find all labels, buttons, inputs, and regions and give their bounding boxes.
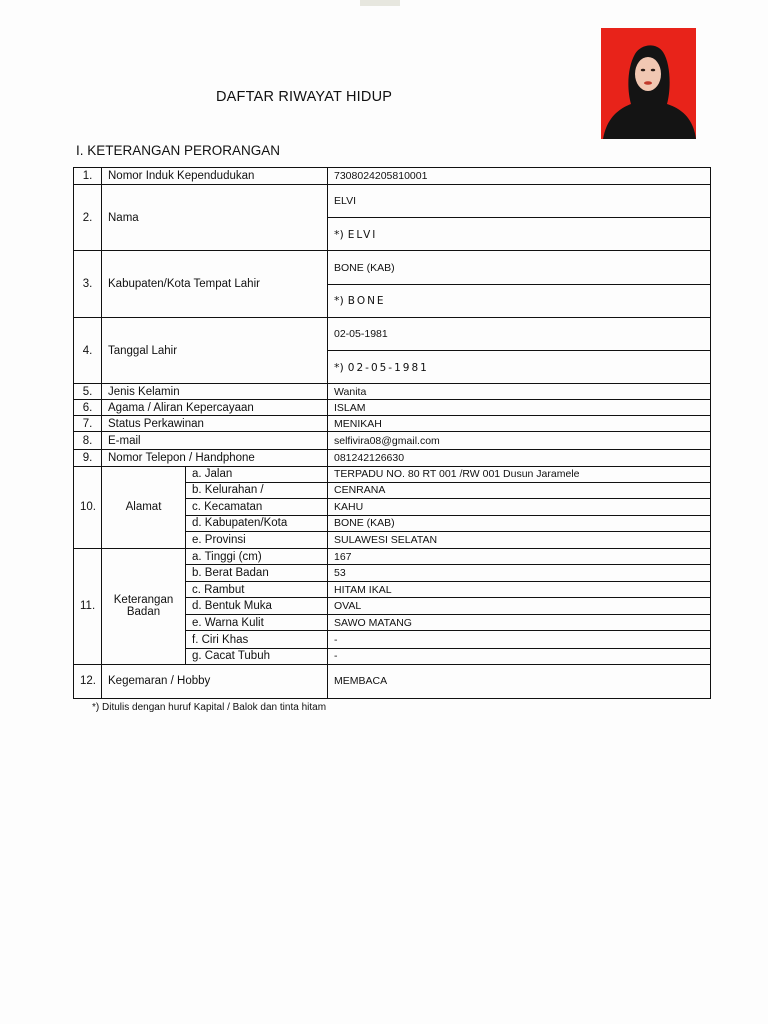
disability-value: -	[328, 648, 711, 664]
table-row	[74, 317, 711, 350]
document-title: DAFTAR RIWAYAT HIDUP	[216, 89, 393, 105]
row-number: 1.	[74, 168, 102, 185]
face-shape-value: OVAL	[328, 598, 711, 615]
sub-label: g. Cacat Tubuh	[186, 648, 328, 664]
row-number: 10.	[74, 466, 102, 548]
village-value: CENRANA	[328, 482, 711, 498]
handwritten-name	[328, 218, 711, 251]
handwritten-marker: *)	[334, 360, 344, 374]
field-label: Alamat	[102, 466, 186, 548]
handwritten-text: BONE	[347, 295, 386, 308]
row-number: 3.	[74, 251, 102, 317]
weight-value: 53	[328, 565, 711, 582]
height-value: 167	[328, 549, 711, 565]
field-label: E-mail	[102, 432, 328, 449]
row-number: 2.	[74, 185, 102, 251]
field-label: Jenis Kelamin	[102, 384, 328, 400]
row-number: 9.	[74, 449, 102, 466]
portrait-image	[601, 28, 696, 139]
name-value: ELVI	[328, 185, 711, 218]
sub-label: e. Provinsi	[186, 531, 328, 548]
phone-value: 081242126630	[328, 449, 711, 466]
table-row	[74, 400, 711, 416]
nik-value: 7308024205810001	[328, 168, 711, 185]
table-row	[74, 416, 711, 432]
sub-label: d. Bentuk Muka	[186, 598, 328, 615]
province-value: SULAWESI SELATAN	[328, 531, 711, 548]
handwritten-birthplace	[328, 284, 711, 317]
field-label: Nama	[102, 185, 328, 251]
field-label: Tanggal Lahir	[102, 317, 328, 383]
distinctive-marks-value: -	[328, 631, 711, 648]
field-label: Agama / Aliran Kepercayaan	[102, 400, 328, 416]
handwritten-text: ELVI	[347, 228, 378, 241]
sub-label: f. Ciri Khas	[186, 631, 328, 648]
field-label	[102, 549, 186, 665]
hair-value: HITAM IKAL	[328, 582, 711, 598]
table-row	[74, 384, 711, 400]
table-row	[74, 466, 711, 482]
gender-value: Wanita	[328, 384, 711, 400]
biodata-table	[73, 167, 711, 699]
handwritten-birthdate	[328, 351, 711, 384]
row-number: 7.	[74, 416, 102, 432]
handwritten-marker: *)	[334, 294, 344, 308]
table-row	[74, 664, 711, 698]
skin-color-value: SAWO MATANG	[328, 615, 711, 631]
field-label: Kabupaten/Kota Tempat Lahir	[102, 251, 328, 317]
row-number: 6.	[74, 400, 102, 416]
field-label: Kegemaran / Hobby	[102, 664, 328, 698]
table-row	[74, 549, 711, 565]
section-title: I. KETERANGAN PERORANGAN	[76, 143, 281, 158]
birthplace-value: BONE (KAB)	[328, 251, 711, 284]
table-row	[74, 168, 711, 185]
sub-label: d. Kabupaten/Kota	[186, 515, 328, 531]
sub-label: b. Kelurahan /	[186, 482, 328, 498]
birthdate-value: 02-05-1981	[328, 317, 711, 350]
hobby-value: MEMBACA	[328, 664, 711, 698]
district-value: KAHU	[328, 498, 711, 515]
sub-label: c. Kecamatan	[186, 498, 328, 515]
footnote: *) Ditulis dengan huruf Kapital / Balok dan tinta hitam	[92, 702, 327, 713]
scan-smudge	[360, 0, 400, 6]
row-number: 12.	[74, 664, 102, 698]
sub-label: b. Berat Badan	[186, 565, 328, 582]
table-row	[74, 185, 711, 218]
religion-value: ISLAM	[328, 400, 711, 416]
label-line: Badan	[126, 606, 161, 619]
row-number: 11.	[74, 549, 102, 665]
handwritten-text: 02-05-1981	[347, 361, 429, 374]
field-label: Nomor Telepon / Handphone	[102, 449, 328, 466]
row-number: 5.	[74, 384, 102, 400]
sub-label: a. Tinggi (cm)	[186, 549, 328, 565]
field-label: Status Perkawinan	[102, 416, 328, 432]
email-value: selfivira08@gmail.com	[328, 432, 711, 449]
sub-label: c. Rambut	[186, 582, 328, 598]
table-row	[74, 251, 711, 284]
regency-value: BONE (KAB)	[328, 515, 711, 531]
handwritten-marker: *)	[334, 227, 344, 241]
marital-status-value: MENIKAH	[328, 416, 711, 432]
table-row	[74, 449, 711, 466]
row-number: 8.	[74, 432, 102, 449]
sub-label: a. Jalan	[186, 466, 328, 482]
sub-label: e. Warna Kulit	[186, 615, 328, 631]
label-line: Keterangan	[113, 594, 174, 607]
passport-photo	[601, 28, 696, 139]
street-value: TERPADU NO. 80 RT 001 /RW 001 Dusun Jaramele	[328, 466, 711, 482]
field-label: Nomor Induk Kependudukan	[102, 168, 328, 185]
table-row	[74, 432, 711, 449]
row-number: 4.	[74, 317, 102, 383]
